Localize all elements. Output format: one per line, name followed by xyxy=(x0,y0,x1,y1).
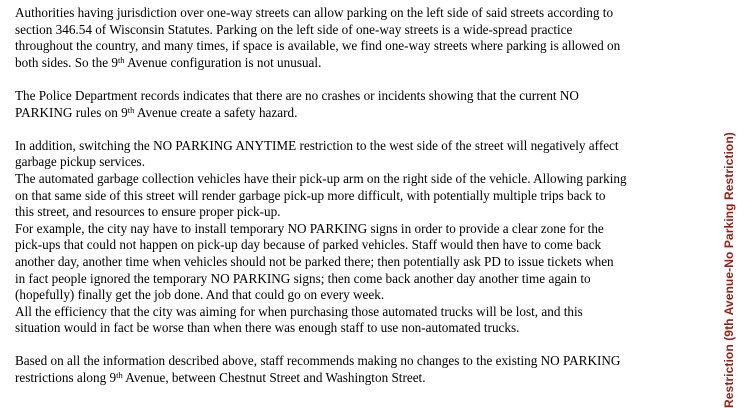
text-line: on that same side of this street will render garbage pick-up more difficult, with potentially multiple trips back to xyxy=(15,187,606,203)
ordinal-suffix: th xyxy=(117,54,125,65)
ordinal-suffix: th xyxy=(127,104,135,115)
ordinal-suffix: th xyxy=(116,370,123,381)
text-line: section 346.54 of Wisconsin Statutes. Parking on the left side of one-way streets is a wide-spread practice xyxy=(15,21,573,37)
document-body xyxy=(15,5,705,387)
text-line-cont: Avenue configuration is not unusual. xyxy=(124,54,322,70)
text-line: PARKING rules on 9 xyxy=(15,104,128,120)
sidebar-label: Restriction (9th Avenue-No Parking Restriction) xyxy=(722,132,736,408)
paragraph-recommendation xyxy=(15,353,705,386)
text-line: Based on all the information described above, staff recommends making no changes to the existing NO PARKING xyxy=(15,353,621,369)
paragraph-police xyxy=(15,88,705,121)
paragraph-statutes xyxy=(15,5,705,71)
text-line: For example, the city nay have to install temporary NO PARKING signs in order to provide a clear zone for the xyxy=(15,220,604,236)
text-line: The Police Department records indicates that there are no crashes or incidents showing that the current NO xyxy=(15,87,579,103)
text-line: The automated garbage collection vehicles have their pick-up arm on the right side of the vehicle. Allowing parking xyxy=(15,170,627,186)
paragraph-garbage xyxy=(15,138,705,337)
text-line-cont: Avenue create a safety hazard. xyxy=(134,104,298,120)
text-line: both sides. So the 9 xyxy=(15,54,118,70)
text-line: In addition, switching the NO PARKING ANYTIME restriction to the west side of the street will negatively affect xyxy=(15,137,619,153)
text-line: pick-ups that could not happen on pick-up day because of parked vehicles. Staff would then have to come back xyxy=(15,237,602,253)
text-line-cont: Avenue, between Chestnut Street and Washington Street. xyxy=(122,370,426,386)
text-line: situation would in fact be worse than when there was enough staff to use non-automated trucks. xyxy=(15,320,520,336)
text-line: garbage pickup services. xyxy=(15,154,145,170)
text-line: All the efficiency that the city was aiming for when purchasing those automated trucks will be lost, and this xyxy=(15,303,583,319)
text-line: (hopefully) finally get the job done. And that could go on every week. xyxy=(15,287,385,303)
text-line: another day, another time when vehicles should not be parked there; then potentially ask PD to issue tickets when xyxy=(15,253,614,269)
text-line: in fact people ignored the temporary NO PARKING signs; then come back another day another time again to xyxy=(15,270,591,286)
text-line: this street, and resources to ensure proper pick-up. xyxy=(15,204,281,220)
text-line: restrictions along 9 xyxy=(15,370,117,386)
text-line: throughout the country, and many times, if space is available, we find one-way streets where parking is allowed on xyxy=(15,38,621,54)
text-line: Authorities having jurisdiction over one-way streets can allow parking on the left side of said streets according to xyxy=(15,5,614,20)
